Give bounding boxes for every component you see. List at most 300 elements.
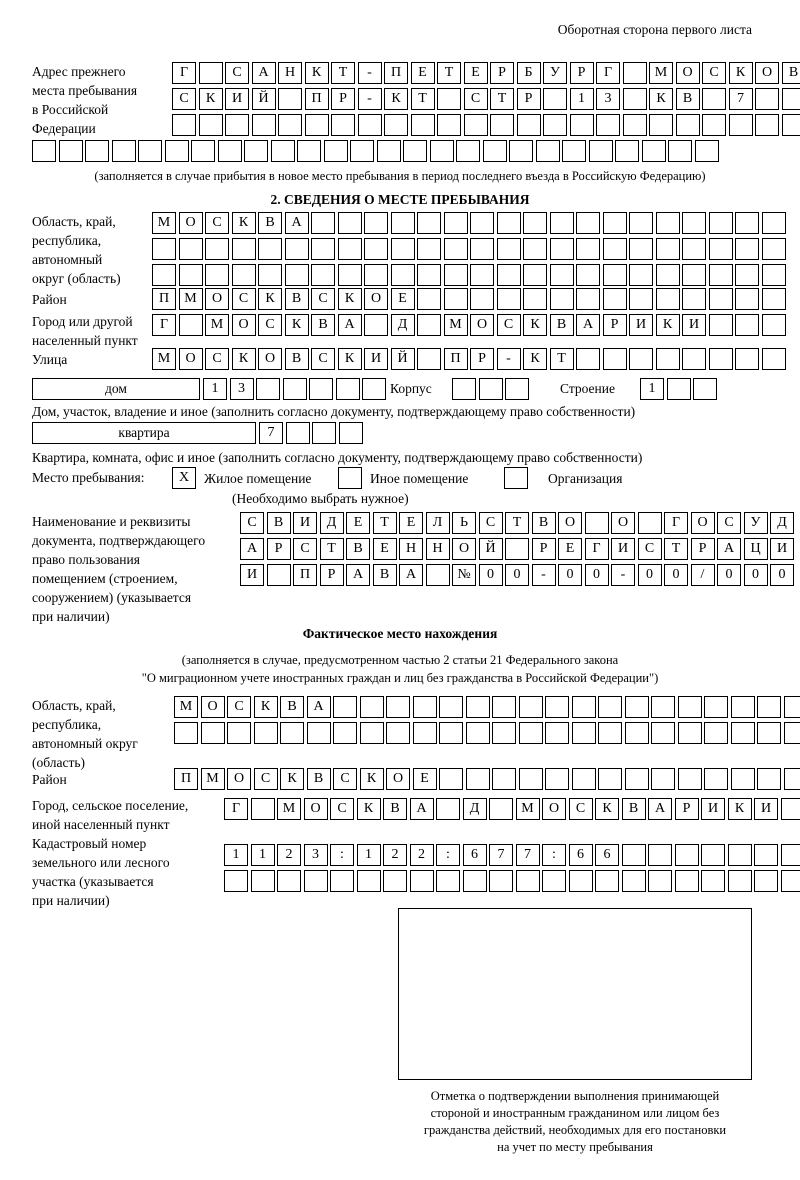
- char-cell[interactable]: [695, 140, 719, 162]
- char-cell[interactable]: [360, 722, 384, 744]
- char-cell[interactable]: 2: [277, 844, 301, 866]
- char-cell[interactable]: [304, 870, 328, 892]
- char-cell[interactable]: [426, 564, 450, 586]
- char-cell[interactable]: М: [174, 696, 198, 718]
- char-cell[interactable]: К: [285, 314, 309, 336]
- char-cell[interactable]: [297, 140, 321, 162]
- char-cell[interactable]: Д: [391, 314, 415, 336]
- char-cell[interactable]: Р: [691, 538, 715, 560]
- char-cell[interactable]: [386, 722, 410, 744]
- char-cell[interactable]: -: [358, 62, 382, 84]
- char-cell[interactable]: [656, 288, 680, 310]
- section2-region-row-2[interactable]: [152, 238, 788, 260]
- char-cell[interactable]: [542, 870, 566, 892]
- char-cell[interactable]: [152, 264, 176, 286]
- char-cell[interactable]: [252, 114, 276, 136]
- char-cell[interactable]: [704, 768, 728, 790]
- char-cell[interactable]: [439, 696, 463, 718]
- char-cell[interactable]: [781, 844, 800, 866]
- char-cell[interactable]: С: [569, 798, 593, 820]
- char-cell[interactable]: [622, 844, 646, 866]
- char-cell[interactable]: 3: [304, 844, 328, 866]
- char-cell[interactable]: 1: [251, 844, 275, 866]
- char-cell[interactable]: [735, 348, 759, 370]
- char-cell[interactable]: М: [179, 288, 203, 310]
- char-cell[interactable]: В: [383, 798, 407, 820]
- char-cell[interactable]: К: [280, 768, 304, 790]
- char-cell[interactable]: [735, 314, 759, 336]
- char-cell[interactable]: [781, 798, 800, 820]
- char-cell[interactable]: [576, 348, 600, 370]
- char-cell[interactable]: К: [728, 798, 752, 820]
- char-cell[interactable]: [704, 722, 728, 744]
- char-cell[interactable]: О: [227, 768, 251, 790]
- char-cell[interactable]: Р: [517, 88, 541, 110]
- char-cell[interactable]: [466, 696, 490, 718]
- char-cell[interactable]: [285, 238, 309, 260]
- char-cell[interactable]: [682, 212, 706, 234]
- char-cell[interactable]: [709, 212, 733, 234]
- char-cell[interactable]: [492, 768, 516, 790]
- char-cell[interactable]: Е: [346, 512, 370, 534]
- char-cell[interactable]: [497, 212, 521, 234]
- char-cell[interactable]: Т: [664, 538, 688, 560]
- char-cell[interactable]: В: [532, 512, 556, 534]
- char-cell[interactable]: С: [227, 696, 251, 718]
- char-cell[interactable]: Г: [664, 512, 688, 534]
- flat-cells[interactable]: [259, 422, 365, 444]
- prev-address-row-4[interactable]: [32, 140, 721, 162]
- char-cell[interactable]: [384, 114, 408, 136]
- char-cell[interactable]: [466, 722, 490, 744]
- char-cell[interactable]: [258, 238, 282, 260]
- char-cell[interactable]: №: [452, 564, 476, 586]
- char-cell[interactable]: А: [648, 798, 672, 820]
- char-cell[interactable]: О: [232, 314, 256, 336]
- char-cell[interactable]: [497, 264, 521, 286]
- char-cell[interactable]: Д: [463, 798, 487, 820]
- char-cell[interactable]: 3: [596, 88, 620, 110]
- char-cell[interactable]: [439, 768, 463, 790]
- char-cell[interactable]: [205, 264, 229, 286]
- char-cell[interactable]: А: [346, 564, 370, 586]
- char-cell[interactable]: [509, 140, 533, 162]
- char-cell[interactable]: [227, 722, 251, 744]
- char-cell[interactable]: [430, 140, 454, 162]
- char-cell[interactable]: Е: [373, 538, 397, 560]
- char-cell[interactable]: 0: [664, 564, 688, 586]
- char-cell[interactable]: В: [258, 212, 282, 234]
- char-cell[interactable]: 7: [489, 844, 513, 866]
- char-cell[interactable]: [729, 114, 753, 136]
- char-cell[interactable]: О: [386, 768, 410, 790]
- char-cell[interactable]: В: [285, 288, 309, 310]
- char-cell[interactable]: [138, 140, 162, 162]
- char-cell[interactable]: 0: [585, 564, 609, 586]
- char-cell[interactable]: [784, 722, 800, 744]
- char-cell[interactable]: Р: [490, 62, 514, 84]
- char-cell[interactable]: Л: [426, 512, 450, 534]
- char-cell[interactable]: [728, 870, 752, 892]
- char-cell[interactable]: [333, 722, 357, 744]
- char-cell[interactable]: В: [550, 314, 574, 336]
- char-cell[interactable]: [629, 288, 653, 310]
- char-cell[interactable]: Р: [470, 348, 494, 370]
- char-cell[interactable]: О: [691, 512, 715, 534]
- char-cell[interactable]: В: [307, 768, 331, 790]
- char-cell[interactable]: М: [201, 768, 225, 790]
- char-cell[interactable]: [391, 212, 415, 234]
- char-cell[interactable]: [675, 844, 699, 866]
- char-cell[interactable]: [623, 62, 647, 84]
- char-cell[interactable]: [489, 870, 513, 892]
- char-cell[interactable]: [757, 768, 781, 790]
- char-cell[interactable]: А: [576, 314, 600, 336]
- char-cell[interactable]: Е: [391, 288, 415, 310]
- char-cell[interactable]: [682, 348, 706, 370]
- section2-region-row-1[interactable]: [152, 212, 788, 234]
- char-cell[interactable]: 7: [516, 844, 540, 866]
- char-cell[interactable]: Р: [532, 538, 556, 560]
- char-cell[interactable]: С: [205, 348, 229, 370]
- char-cell[interactable]: [781, 870, 800, 892]
- char-cell[interactable]: [444, 264, 468, 286]
- char-cell[interactable]: Т: [411, 88, 435, 110]
- section3-city-row[interactable]: [224, 798, 800, 820]
- char-cell[interactable]: [678, 722, 702, 744]
- char-cell[interactable]: [731, 768, 755, 790]
- char-cell[interactable]: [336, 378, 360, 400]
- char-cell[interactable]: Й: [479, 538, 503, 560]
- char-cell[interactable]: В: [285, 348, 309, 370]
- char-cell[interactable]: К: [595, 798, 619, 820]
- char-cell[interactable]: 3: [230, 378, 254, 400]
- char-cell[interactable]: К: [254, 696, 278, 718]
- char-cell[interactable]: [651, 696, 675, 718]
- cadastral-row-1[interactable]: [224, 844, 800, 866]
- stay-place-option-other-checkbox[interactable]: [338, 467, 362, 489]
- char-cell[interactable]: 1: [570, 88, 594, 110]
- prev-address-row-1[interactable]: [172, 62, 800, 84]
- char-cell[interactable]: [251, 870, 275, 892]
- char-cell[interactable]: [519, 768, 543, 790]
- char-cell[interactable]: [417, 288, 441, 310]
- char-cell[interactable]: О: [364, 288, 388, 310]
- char-cell[interactable]: Р: [331, 88, 355, 110]
- char-cell[interactable]: К: [384, 88, 408, 110]
- char-cell[interactable]: [439, 722, 463, 744]
- char-cell[interactable]: [576, 288, 600, 310]
- char-cell[interactable]: [709, 314, 733, 336]
- char-cell[interactable]: С: [497, 314, 521, 336]
- char-cell[interactable]: [377, 140, 401, 162]
- char-cell[interactable]: [536, 140, 560, 162]
- char-cell[interactable]: Г: [152, 314, 176, 336]
- char-cell[interactable]: [470, 212, 494, 234]
- char-cell[interactable]: [490, 114, 514, 136]
- char-cell[interactable]: [782, 114, 800, 136]
- char-cell[interactable]: Т: [373, 512, 397, 534]
- char-cell[interactable]: [762, 288, 786, 310]
- char-cell[interactable]: [709, 348, 733, 370]
- char-cell[interactable]: Ь: [452, 512, 476, 534]
- char-cell[interactable]: К: [729, 62, 753, 84]
- char-cell[interactable]: [391, 238, 415, 260]
- char-cell[interactable]: И: [293, 512, 317, 534]
- char-cell[interactable]: [545, 722, 569, 744]
- char-cell[interactable]: [576, 212, 600, 234]
- char-cell[interactable]: И: [770, 538, 794, 560]
- char-cell[interactable]: [735, 212, 759, 234]
- char-cell[interactable]: [311, 264, 335, 286]
- korpus-cells[interactable]: [452, 378, 532, 400]
- char-cell[interactable]: Т: [505, 512, 529, 534]
- char-cell[interactable]: [693, 378, 717, 400]
- char-cell[interactable]: О: [304, 798, 328, 820]
- section2-district-row[interactable]: [152, 288, 788, 310]
- char-cell[interactable]: [754, 870, 778, 892]
- char-cell[interactable]: [523, 238, 547, 260]
- char-cell[interactable]: [572, 768, 596, 790]
- char-cell[interactable]: [179, 238, 203, 260]
- char-cell[interactable]: О: [201, 696, 225, 718]
- char-cell[interactable]: [285, 264, 309, 286]
- char-cell[interactable]: [615, 140, 639, 162]
- char-cell[interactable]: 0: [505, 564, 529, 586]
- char-cell[interactable]: [629, 212, 653, 234]
- char-cell[interactable]: /: [691, 564, 715, 586]
- char-cell[interactable]: [357, 870, 381, 892]
- char-cell[interactable]: У: [543, 62, 567, 84]
- char-cell[interactable]: С: [717, 512, 741, 534]
- char-cell[interactable]: [201, 722, 225, 744]
- char-cell[interactable]: А: [252, 62, 276, 84]
- char-cell[interactable]: :: [330, 844, 354, 866]
- char-cell[interactable]: К: [357, 798, 381, 820]
- char-cell[interactable]: [258, 264, 282, 286]
- char-cell[interactable]: [704, 696, 728, 718]
- char-cell[interactable]: И: [754, 798, 778, 820]
- char-cell[interactable]: С: [330, 798, 354, 820]
- char-cell[interactable]: [731, 722, 755, 744]
- char-cell[interactable]: -: [497, 348, 521, 370]
- char-cell[interactable]: [417, 348, 441, 370]
- char-cell[interactable]: Т: [437, 62, 461, 84]
- char-cell[interactable]: А: [717, 538, 741, 560]
- char-cell[interactable]: [782, 88, 800, 110]
- char-cell[interactable]: С: [225, 62, 249, 84]
- char-cell[interactable]: П: [305, 88, 329, 110]
- char-cell[interactable]: С: [258, 314, 282, 336]
- char-cell[interactable]: [762, 314, 786, 336]
- char-cell[interactable]: [757, 696, 781, 718]
- char-cell[interactable]: О: [258, 348, 282, 370]
- char-cell[interactable]: [784, 768, 800, 790]
- char-cell[interactable]: М: [152, 348, 176, 370]
- char-cell[interactable]: П: [174, 768, 198, 790]
- char-cell[interactable]: -: [611, 564, 635, 586]
- char-cell[interactable]: Т: [320, 538, 344, 560]
- char-cell[interactable]: М: [205, 314, 229, 336]
- char-cell[interactable]: [350, 140, 374, 162]
- char-cell[interactable]: [256, 378, 280, 400]
- char-cell[interactable]: 2: [383, 844, 407, 866]
- section2-city-row[interactable]: [152, 314, 788, 336]
- char-cell[interactable]: [338, 264, 362, 286]
- stay-place-option-residential-checkbox[interactable]: Х: [172, 467, 196, 489]
- char-cell[interactable]: 2: [410, 844, 434, 866]
- char-cell[interactable]: [463, 870, 487, 892]
- char-cell[interactable]: [701, 844, 725, 866]
- char-cell[interactable]: О: [755, 62, 779, 84]
- char-cell[interactable]: [625, 696, 649, 718]
- char-cell[interactable]: [622, 870, 646, 892]
- char-cell[interactable]: [642, 140, 666, 162]
- char-cell[interactable]: М: [516, 798, 540, 820]
- char-cell[interactable]: [543, 114, 567, 136]
- char-cell[interactable]: [656, 212, 680, 234]
- char-cell[interactable]: 0: [744, 564, 768, 586]
- cadastral-row-2[interactable]: [224, 870, 800, 892]
- section3-district-row[interactable]: [174, 768, 800, 790]
- char-cell[interactable]: А: [307, 696, 331, 718]
- char-cell[interactable]: [470, 264, 494, 286]
- char-cell[interactable]: [172, 114, 196, 136]
- char-cell[interactable]: [254, 722, 278, 744]
- char-cell[interactable]: [678, 768, 702, 790]
- char-cell[interactable]: [470, 238, 494, 260]
- char-cell[interactable]: [362, 378, 386, 400]
- prev-address-row-2[interactable]: [172, 88, 800, 110]
- char-cell[interactable]: О: [205, 288, 229, 310]
- char-cell[interactable]: [338, 238, 362, 260]
- char-cell[interactable]: М: [444, 314, 468, 336]
- char-cell[interactable]: М: [277, 798, 301, 820]
- char-cell[interactable]: Е: [413, 768, 437, 790]
- char-cell[interactable]: [550, 264, 574, 286]
- char-cell[interactable]: -: [358, 88, 382, 110]
- char-cell[interactable]: К: [232, 212, 256, 234]
- char-cell[interactable]: Й: [391, 348, 415, 370]
- char-cell[interactable]: О: [676, 62, 700, 84]
- char-cell[interactable]: [32, 140, 56, 162]
- stamp-box[interactable]: [398, 908, 752, 1080]
- char-cell[interactable]: Н: [278, 62, 302, 84]
- char-cell[interactable]: О: [611, 512, 635, 534]
- char-cell[interactable]: [483, 140, 507, 162]
- char-cell[interactable]: [682, 238, 706, 260]
- char-cell[interactable]: К: [338, 348, 362, 370]
- char-cell[interactable]: В: [311, 314, 335, 336]
- char-cell[interactable]: [205, 238, 229, 260]
- char-cell[interactable]: [702, 88, 726, 110]
- char-cell[interactable]: [596, 114, 620, 136]
- char-cell[interactable]: [225, 114, 249, 136]
- char-cell[interactable]: О: [542, 798, 566, 820]
- char-cell[interactable]: [754, 844, 778, 866]
- char-cell[interactable]: [550, 288, 574, 310]
- char-cell[interactable]: [277, 870, 301, 892]
- char-cell[interactable]: [629, 238, 653, 260]
- char-cell[interactable]: [562, 140, 586, 162]
- char-cell[interactable]: С: [254, 768, 278, 790]
- char-cell[interactable]: [452, 378, 476, 400]
- char-cell[interactable]: В: [267, 512, 291, 534]
- char-cell[interactable]: А: [410, 798, 434, 820]
- char-cell[interactable]: Н: [426, 538, 450, 560]
- char-cell[interactable]: [545, 768, 569, 790]
- char-cell[interactable]: С: [638, 538, 662, 560]
- char-cell[interactable]: Р: [675, 798, 699, 820]
- char-cell[interactable]: [709, 288, 733, 310]
- char-cell[interactable]: [360, 696, 384, 718]
- char-cell[interactable]: [464, 114, 488, 136]
- char-cell[interactable]: 1: [357, 844, 381, 866]
- char-cell[interactable]: [413, 722, 437, 744]
- char-cell[interactable]: [755, 114, 779, 136]
- char-cell[interactable]: Е: [411, 62, 435, 84]
- doc-row-1[interactable]: [240, 512, 797, 534]
- char-cell[interactable]: А: [338, 314, 362, 336]
- char-cell[interactable]: [682, 264, 706, 286]
- doc-row-3[interactable]: [240, 564, 797, 586]
- char-cell[interactable]: Д: [320, 512, 344, 534]
- char-cell[interactable]: [545, 696, 569, 718]
- char-cell[interactable]: 7: [729, 88, 753, 110]
- char-cell[interactable]: С: [232, 288, 256, 310]
- char-cell[interactable]: У: [744, 512, 768, 534]
- char-cell[interactable]: [307, 722, 331, 744]
- char-cell[interactable]: [311, 238, 335, 260]
- char-cell[interactable]: [668, 140, 692, 162]
- char-cell[interactable]: [598, 722, 622, 744]
- char-cell[interactable]: [339, 422, 363, 444]
- char-cell[interactable]: [625, 768, 649, 790]
- char-cell[interactable]: И: [225, 88, 249, 110]
- char-cell[interactable]: [598, 768, 622, 790]
- char-cell[interactable]: [762, 238, 786, 260]
- char-cell[interactable]: М: [152, 212, 176, 234]
- char-cell[interactable]: [305, 114, 329, 136]
- char-cell[interactable]: [174, 722, 198, 744]
- char-cell[interactable]: [283, 378, 307, 400]
- char-cell[interactable]: [470, 288, 494, 310]
- char-cell[interactable]: К: [232, 348, 256, 370]
- char-cell[interactable]: [492, 722, 516, 744]
- char-cell[interactable]: Е: [399, 512, 423, 534]
- char-cell[interactable]: [629, 264, 653, 286]
- char-cell[interactable]: [603, 212, 627, 234]
- char-cell[interactable]: [576, 238, 600, 260]
- char-cell[interactable]: Г: [172, 62, 196, 84]
- char-cell[interactable]: [667, 378, 691, 400]
- char-cell[interactable]: [417, 264, 441, 286]
- char-cell[interactable]: [589, 140, 613, 162]
- char-cell[interactable]: С: [240, 512, 264, 534]
- char-cell[interactable]: [603, 264, 627, 286]
- char-cell[interactable]: С: [333, 768, 357, 790]
- char-cell[interactable]: [709, 238, 733, 260]
- char-cell[interactable]: [603, 348, 627, 370]
- char-cell[interactable]: [391, 264, 415, 286]
- char-cell[interactable]: 1: [224, 844, 248, 866]
- char-cell[interactable]: [648, 870, 672, 892]
- char-cell[interactable]: [411, 114, 435, 136]
- char-cell[interactable]: [550, 238, 574, 260]
- char-cell[interactable]: [649, 114, 673, 136]
- char-cell[interactable]: К: [258, 288, 282, 310]
- char-cell[interactable]: [444, 212, 468, 234]
